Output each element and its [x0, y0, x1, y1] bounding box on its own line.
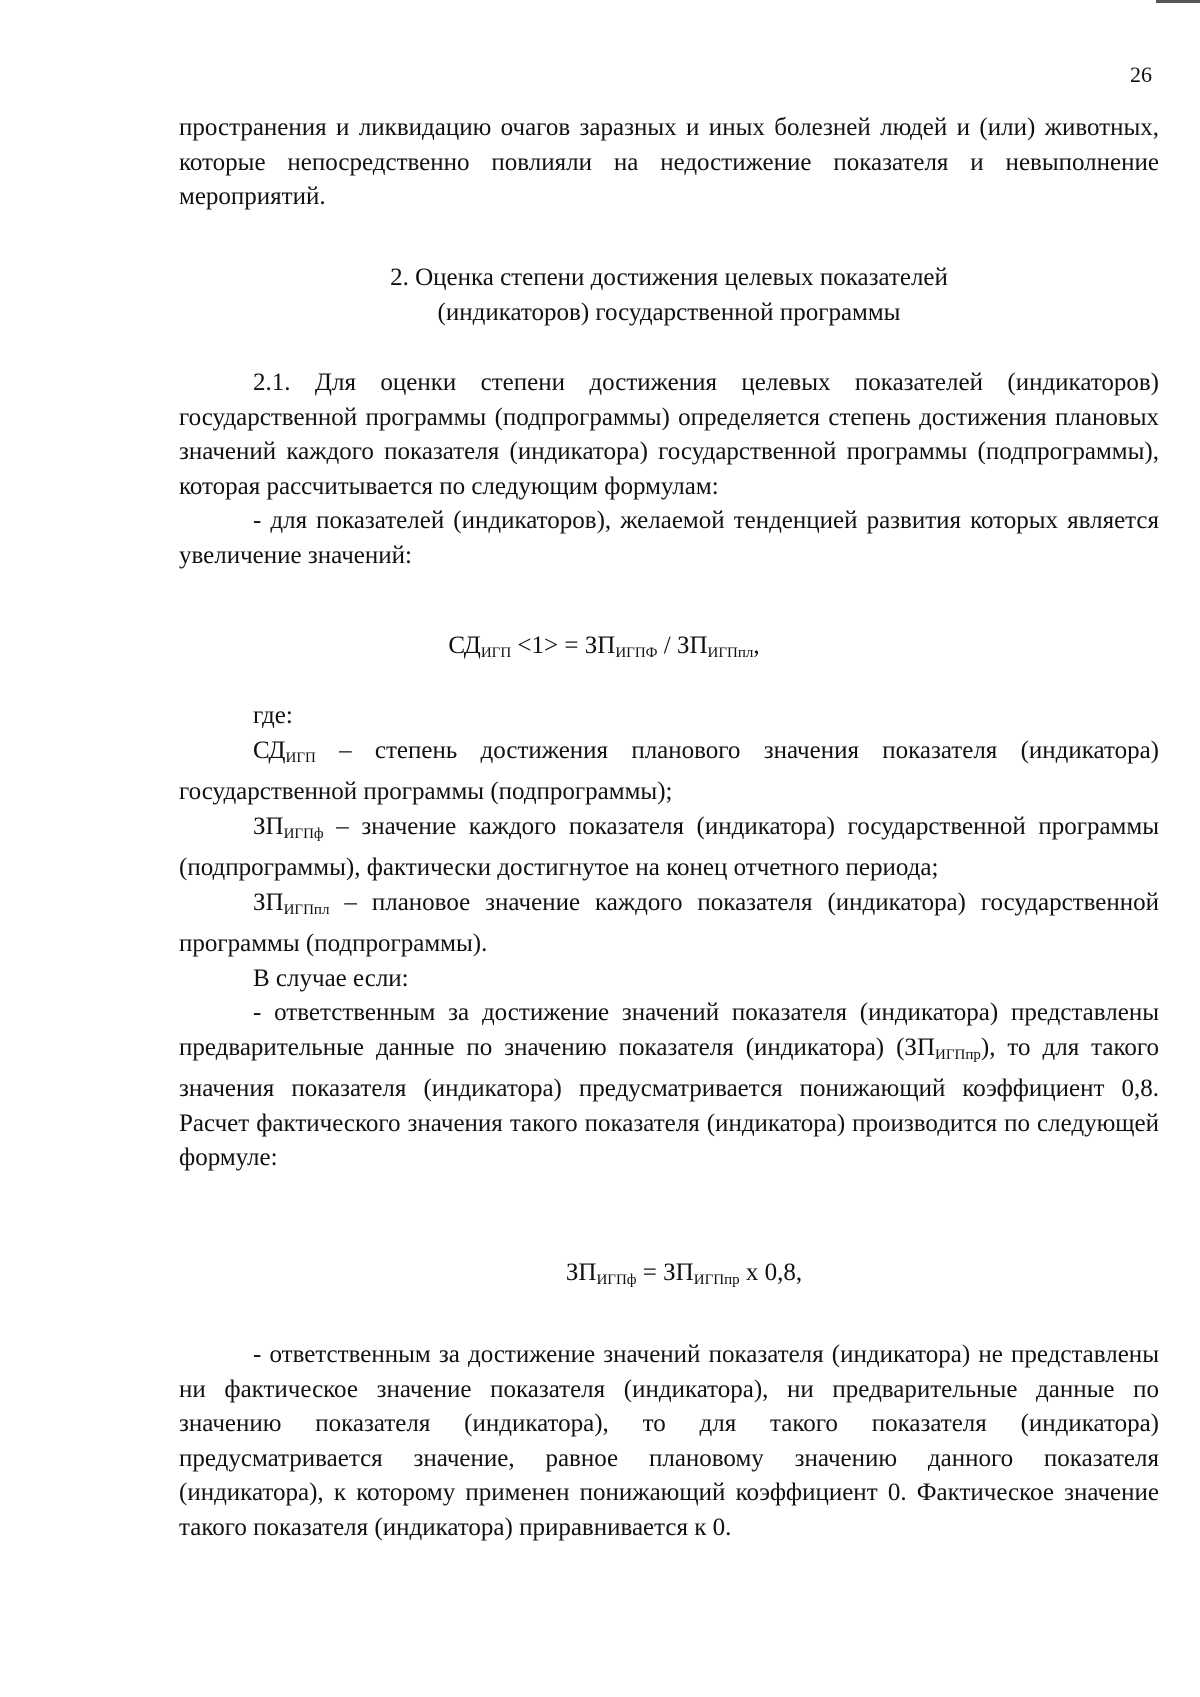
- intro-paragraph-block: [179, 111, 1159, 215]
- final-paragraph-block: [179, 1338, 1159, 1545]
- intro-paragraph: пространения и ликвидацию очагов заразных и иных болезней людей и (или) животных, которые непосредственно повлияли на недостижение показателя и невыполнение мероприятий.: [179, 114, 1159, 210]
- section-heading: [179, 261, 1159, 330]
- method-paragraphs: [179, 366, 1159, 573]
- preliminary-label: ЗП: [904, 1033, 936, 1061]
- formula1-zp-plan-sub: ИГПпл: [707, 645, 754, 661]
- formula1-sd: СД: [448, 632, 481, 659]
- formula1-zp-fact: ЗП: [584, 632, 616, 659]
- paragraph-2-1: 2.1. Для оценки степени достижения целевых показателей (индикаторов) государственной программы (подпрограммы) определяется степень достижения плановых значений каждого показателя (индикатора) государственной программы (подпрограммы), которая рассчитывается по следующим формулам:: [179, 369, 1159, 500]
- formula1-note: <1> =: [511, 632, 585, 659]
- formula2-rest: х 0,8,: [739, 1259, 803, 1286]
- formula-actual-value: [179, 1259, 1189, 1289]
- page-number: 26: [1130, 62, 1152, 87]
- formula2-zp-prelim: ЗП: [663, 1259, 694, 1286]
- formula1-zp-fact-sub: ИГПФ: [615, 645, 658, 661]
- definition-sd: [179, 734, 1159, 810]
- scan-corner-mark: [1156, 0, 1200, 3]
- final-paragraph: - ответственным за достижение значений показателя (индикатора) не представлены ни фактическое значение показателя (индикатора), ни предварительные данные по значению показателя (индикатора), то для такого показателя (индикатора) предусматривается значение, равное плановому значению данного показателя (индикатора), к которому применен понижающий коэффициент 0. Фактическое значение такого показателя (индикатора) приравнивается к 0.: [179, 1341, 1159, 1541]
- definition-zp-fact-text: – значение каждого показателя (индикатора) государственной программы (подпрограммы), фактически достигнутое на конец отчетного периода;: [179, 812, 1159, 881]
- formula1-sd-sub: ИГП: [480, 645, 512, 661]
- paragraph-increase: - для показателей (индикаторов), желаемой тенденцией развития которых является увеличение значений:: [179, 507, 1159, 569]
- definitions-block: [179, 699, 1159, 1176]
- preliminary-data-paragraph: [179, 996, 1159, 1176]
- definition-sd-text: – степень достижения планового значения показателя (индикатора) государственной программы (подпрограммы);: [179, 736, 1159, 805]
- formula2-zp-prelim-sub: ИГПпр: [693, 1272, 740, 1288]
- definition-sd-sub: ИГП: [285, 749, 316, 766]
- definition-zp-plan-label: ЗП: [253, 888, 284, 916]
- definition-zp-plan-sub: ИГПпл: [283, 901, 330, 918]
- definition-zp-plan: [179, 886, 1159, 962]
- definition-zp-plan-text: – плановое значение каждого показателя (индикатора) государственной программы (подпрограммы).: [179, 888, 1159, 957]
- formula1-end: ,: [753, 632, 760, 659]
- formula2-equals: =: [636, 1259, 664, 1286]
- where-label: где:: [253, 702, 293, 729]
- formula2-zp-fact-sub: ИГПф: [596, 1272, 637, 1288]
- definition-sd-label: СД: [253, 736, 286, 764]
- definition-zp-fact-sub: ИГПф: [283, 825, 324, 842]
- formula2-zp-fact: ЗП: [565, 1259, 597, 1286]
- preliminary-text-before: - ответственным за достижение значений показателя (индикатора) представлены предварительные данные по значению показателя (индикатора) (: [179, 999, 1159, 1061]
- preliminary-text-after: ), то для такого значения показателя (индикатора) предусматривается понижающий коэффициент 0,8. Расчет фактического значения такого показателя (индикатора) производится по следующей формуле:: [179, 1033, 1160, 1171]
- formula-achievement-degree: [254, 632, 954, 662]
- definition-zp-fact: [179, 810, 1159, 886]
- in-case-label: В случае если:: [253, 964, 409, 992]
- definition-zp-fact-label: ЗП: [253, 812, 284, 840]
- preliminary-sub: ИГПпр: [935, 1046, 981, 1063]
- formula1-separator: /: [657, 632, 677, 659]
- section-heading-line1: 2. Оценка степени достижения целевых показателей: [390, 264, 948, 291]
- section-heading-line2: (индикаторов) государственной программы: [437, 298, 901, 326]
- formula1-zp-plan: ЗП: [676, 632, 708, 659]
